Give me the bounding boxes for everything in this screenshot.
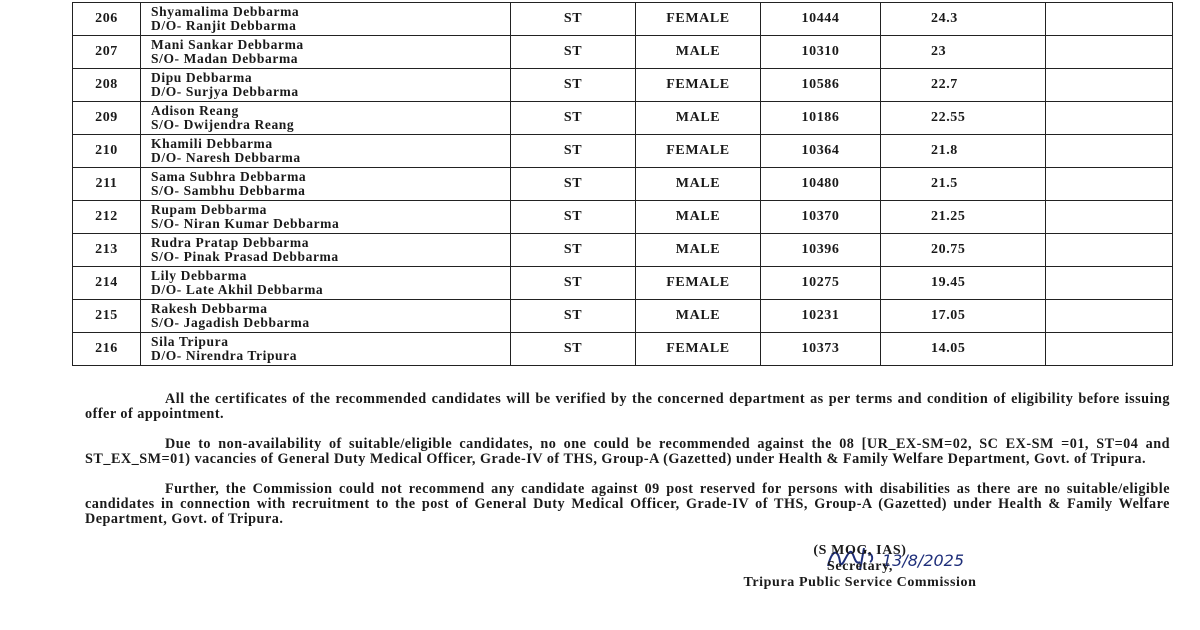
table-row [73, 3, 1173, 36]
note-certificate-verification: All the certificates of the recommended candidates will be verified by the concerned department as per terms and condition of eligibility before issuing offer of appointment. [85, 391, 1170, 422]
candidate-name: Lily Debbarma [151, 268, 247, 283]
candidate-parent-name: D/O- Ranjit Debbarma [151, 18, 297, 33]
roll-number-cell: 10231 [761, 300, 881, 333]
signatory-name: (S MOG, IAS) [813, 543, 907, 558]
table-row [73, 267, 1173, 300]
note-disability-posts: Further, the Commission could not recommend any candidate against 09 post reserved for persons with disabilities as there are no suitable/eligible candidates in connection with recruitment to the post of General Duty Medical Officer, Grade-IV of THS, Group-A (Gazetted) under Health & Family Welfare Department, Govt. of Tripura. [85, 481, 1170, 527]
note-non-availability: Due to non-availability of suitable/eligible candidates, no one could be recommended against the 08 [UR_EX-SM=02, SC EX-SM =01, ST=04 and ST_EX_SM=01) vacancies of General Duty Medical Officer, Grade-IV of THS, Group-A (Gazetted) under Health & Family Welfare Department, Govt. of Tripura. [85, 436, 1170, 467]
gender-cell: MALE [636, 36, 761, 69]
candidate-name: Rakesh Debbarma [151, 301, 268, 316]
serial-number-cell: 211 [73, 168, 141, 201]
candidate-name-cell [141, 69, 511, 102]
remarks-cell [1046, 36, 1173, 69]
candidate-name-cell [141, 300, 511, 333]
gender-cell: MALE [636, 201, 761, 234]
marks-cell: 19.45 [881, 267, 1046, 300]
candidate-table [72, 2, 1173, 366]
table-row [73, 234, 1173, 267]
signatory-title: Secretary, [827, 559, 893, 574]
candidate-parent-name: S/O- Pinak Prasad Debbarma [151, 249, 339, 264]
candidate-name-cell [141, 234, 511, 267]
serial-number-cell: 206 [73, 3, 141, 36]
gender-cell: FEMALE [636, 267, 761, 300]
candidate-name-cell [141, 267, 511, 300]
table-row [73, 168, 1173, 201]
roll-number-cell: 10373 [761, 333, 881, 366]
table-row [73, 36, 1173, 69]
signatory-organization: Tripura Public Service Commission [743, 575, 977, 590]
marks-cell: 20.75 [881, 234, 1046, 267]
candidate-parent-name: S/O- Madan Debbarma [151, 51, 299, 66]
category-cell: ST [511, 135, 636, 168]
candidate-name: Sila Tripura [151, 334, 229, 349]
roll-number-cell: 10310 [761, 36, 881, 69]
marks-cell: 24.3 [881, 3, 1046, 36]
gender-cell: FEMALE [636, 333, 761, 366]
marks-cell: 21.25 [881, 201, 1046, 234]
gender-cell: MALE [636, 300, 761, 333]
remarks-cell [1046, 267, 1173, 300]
candidate-parent-name: S/O- Sambhu Debbarma [151, 183, 306, 198]
candidate-parent-name: D/O- Late Akhil Debbarma [151, 282, 324, 297]
remarks-cell [1046, 135, 1173, 168]
candidate-name: Khamili Debbarma [151, 136, 273, 151]
gender-cell: FEMALE [636, 3, 761, 36]
gender-cell: MALE [636, 102, 761, 135]
remarks-cell [1046, 3, 1173, 36]
serial-number-cell: 210 [73, 135, 141, 168]
signature-date: 13/8/2025 [882, 551, 965, 570]
candidate-name: Sama Subhra Debbarma [151, 169, 307, 184]
candidate-name: Rupam Debbarma [151, 202, 268, 217]
category-cell: ST [511, 300, 636, 333]
marks-cell: 22.55 [881, 102, 1046, 135]
remarks-cell [1046, 168, 1173, 201]
roll-number-cell: 10275 [761, 267, 881, 300]
candidate-parent-name: S/O- Dwijendra Reang [151, 117, 295, 132]
remarks-cell [1046, 102, 1173, 135]
roll-number-cell: 10186 [761, 102, 881, 135]
category-cell: ST [511, 201, 636, 234]
candidate-name: Shyamalima Debbarma [151, 4, 300, 19]
candidate-name: Rudra Pratap Debbarma [151, 235, 310, 250]
candidate-table-body [73, 3, 1173, 366]
candidate-name-cell [141, 168, 511, 201]
gender-cell: MALE [636, 234, 761, 267]
candidate-table-container [72, 2, 1172, 366]
category-cell: ST [511, 333, 636, 366]
table-row [73, 135, 1173, 168]
candidate-name: Dipu Debbarma [151, 70, 253, 85]
gender-cell: FEMALE [636, 69, 761, 102]
candidate-name: Adison Reang [151, 103, 239, 118]
category-cell: ST [511, 3, 636, 36]
roll-number-cell: 10586 [761, 69, 881, 102]
candidate-name-cell [141, 135, 511, 168]
category-cell: ST [511, 102, 636, 135]
candidate-parent-name: D/O- Naresh Debbarma [151, 150, 301, 165]
category-cell: ST [511, 234, 636, 267]
marks-cell: 22.7 [881, 69, 1046, 102]
marks-cell: 23 [881, 36, 1046, 69]
roll-number-cell: 10480 [761, 168, 881, 201]
candidate-name-cell [141, 36, 511, 69]
serial-number-cell: 214 [73, 267, 141, 300]
candidate-parent-name: D/O- Surjya Debbarma [151, 84, 299, 99]
category-cell: ST [511, 69, 636, 102]
candidate-parent-name: S/O- Jagadish Debbarma [151, 315, 310, 330]
roll-number-cell: 10444 [761, 3, 881, 36]
table-row [73, 102, 1173, 135]
roll-number-cell: 10364 [761, 135, 881, 168]
marks-cell: 21.5 [881, 168, 1046, 201]
remarks-cell [1046, 333, 1173, 366]
candidate-name-cell [141, 333, 511, 366]
table-row [73, 300, 1173, 333]
candidate-parent-name: D/O- Nirendra Tripura [151, 348, 298, 363]
remarks-cell [1046, 300, 1173, 333]
table-row [73, 333, 1173, 366]
candidate-name-cell [141, 3, 511, 36]
category-cell: ST [511, 267, 636, 300]
category-cell: ST [511, 168, 636, 201]
serial-number-cell: 215 [73, 300, 141, 333]
notes-section [85, 392, 1170, 542]
table-row [73, 201, 1173, 234]
serial-number-cell: 207 [73, 36, 141, 69]
marks-cell: 17.05 [881, 300, 1046, 333]
serial-number-cell: 208 [73, 69, 141, 102]
serial-number-cell: 209 [73, 102, 141, 135]
roll-number-cell: 10370 [761, 201, 881, 234]
candidate-name: Mani Sankar Debbarma [151, 37, 304, 52]
table-row [73, 69, 1173, 102]
serial-number-cell: 212 [73, 201, 141, 234]
serial-number-cell: 213 [73, 234, 141, 267]
remarks-cell [1046, 201, 1173, 234]
category-cell: ST [511, 36, 636, 69]
signature-block [670, 543, 1050, 591]
remarks-cell [1046, 69, 1173, 102]
roll-number-cell: 10396 [761, 234, 881, 267]
marks-cell: 14.05 [881, 333, 1046, 366]
candidate-name-cell [141, 201, 511, 234]
remarks-cell [1046, 234, 1173, 267]
candidate-parent-name: S/O- Niran Kumar Debbarma [151, 216, 340, 231]
candidate-name-cell [141, 102, 511, 135]
serial-number-cell: 216 [73, 333, 141, 366]
gender-cell: FEMALE [636, 135, 761, 168]
gender-cell: MALE [636, 168, 761, 201]
marks-cell: 21.8 [881, 135, 1046, 168]
